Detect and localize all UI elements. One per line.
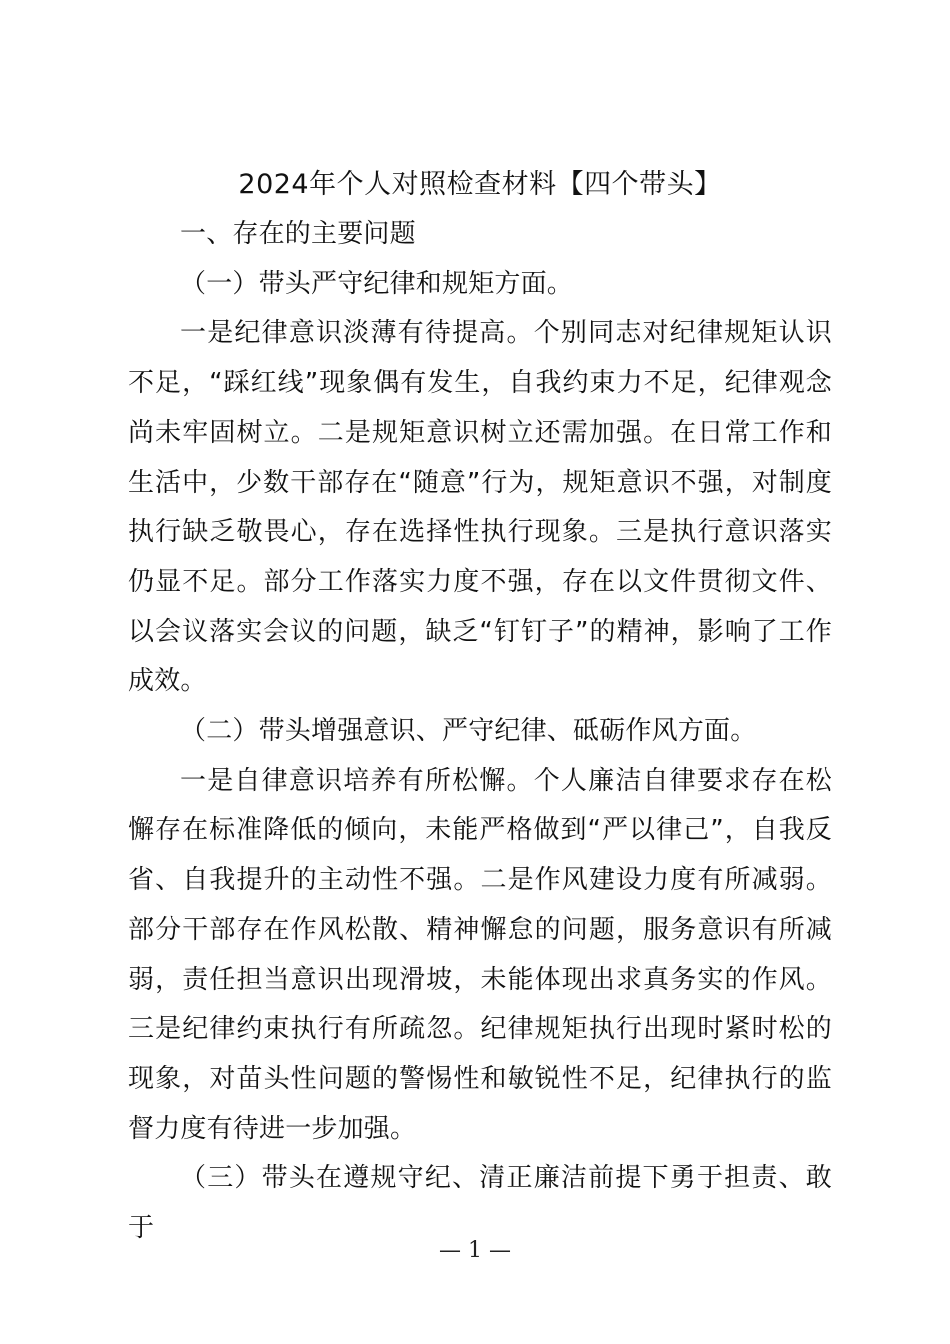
subsection-heading: （一）带头严守纪律和规矩方面。 (180, 268, 574, 299)
subsection-heading: （二）带头增强意识、严守纪律、砥砺作风方面。 (180, 716, 757, 747)
body-paragraph: 一是纪律意识淡薄有待提高。个别同志对纪律规矩认识不足，“踩红线”现象偶有发生，自我约束力不足，纪律观念尚未牢固树立。二是规矩意识树立还需加强。在日常工作和生活中，少数干部存在“随意”行为，规矩意识不强，对制度执行缺乏敬畏心，存在选择性执行现象。三是执行意识落实仍显不足。部分工作落实力度不强，存在以文件贯彻文件、以会议落实会议的问题，缺乏“钉钉子”的精神，影响了工作成效。 (128, 318, 832, 697)
subsection-heading: （三）带头在遵规守纪、清正廉洁前提下勇于担责、敢于 (128, 1163, 832, 1244)
page-number: — 1 — (439, 1238, 511, 1263)
section-heading: 一、存在的主要问题 (180, 219, 416, 249)
body-paragraph: 一是自律意识培养有所松懈。个人廉洁自律要求存在松懈存在标准降低的倾向，未能严格做到“严以律己”，自我反省、自我提升的主动性不强。二是作风建设力度有所减弱。部分干部存在作风松散、精神懈怠的问题，服务意识有所减弱，责任担当意识出现滑坡，未能体现出求真务实的作风。三是纪律约束执行有所疏忽。纪律规矩执行出现时紧时松的现象，对苗头性问题的警惕性和敏锐性不足，纪律执行的监督力度有待进一步加强。 (128, 765, 832, 1144)
document-body (128, 160, 832, 1254)
document-title: 2024年个人对照检查材料【四个带头】 (238, 169, 722, 200)
